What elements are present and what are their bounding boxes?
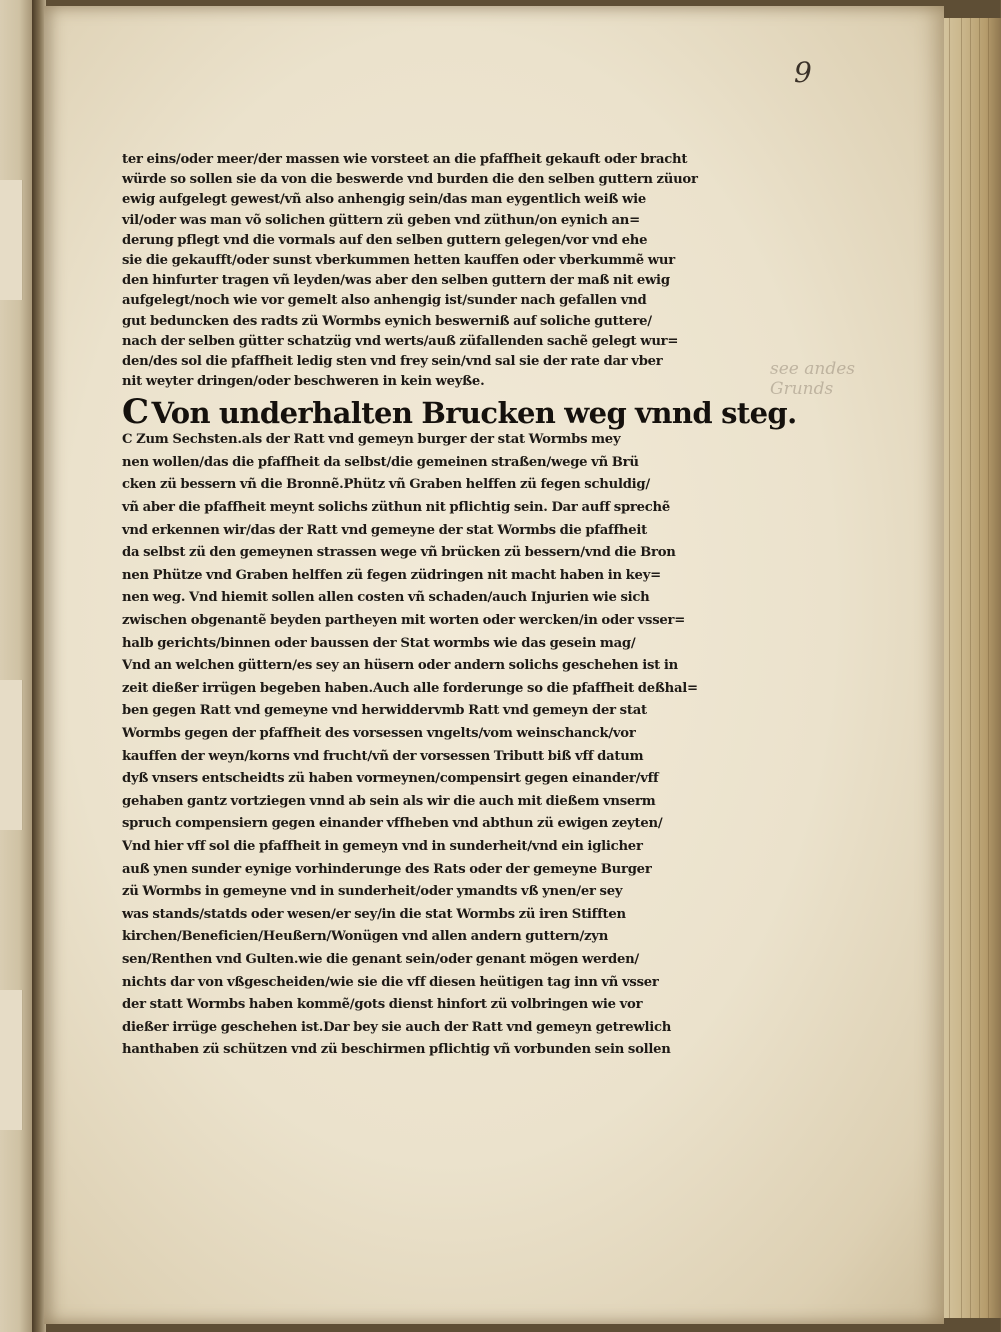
text-line: zeit dießer irrügen begeben haben.Auch alle forderunge so die pfaffheit deßhal= xyxy=(122,680,698,696)
text-line: gut beduncken des radts zü Wormbs eynich beswerniß auf soliche guttere/ xyxy=(122,313,652,329)
text-line: derung pflegt vnd die vormals auf den selben guttern gelegen/vor vnd ehe xyxy=(122,232,648,248)
text-line: spruch compensiern gegen einander vffheben vnd abthun zü ewigen zeyten/ xyxy=(122,816,663,832)
text-line: nen weg. Vnd hiemit sollen allen costen vñ schaden/auch Injurien wie sich xyxy=(122,590,650,606)
text-line: der statt Wormbs haben kommẽ/gots dienst hinfort zü volbringen wie vor xyxy=(122,997,643,1013)
facing-page-edge xyxy=(0,0,32,1332)
text-line: dießer irrüge geschehen ist.Dar bey sie auch der Ratt vnd gemeyn getrewlich xyxy=(122,1019,672,1035)
text-line: dyß vnsers entscheidts zü haben vormeynen/compensirt gegen einander/vff xyxy=(122,771,659,787)
text-line: vnd erkennen wir/das der Ratt vnd gemeyne der stat Wormbs die pfaffheit xyxy=(122,522,647,538)
text-line: Wormbs gegen der pfaffheit des vorsessen vngelts/vom weinschanck/vor xyxy=(122,725,636,741)
text-line: was stands/statds oder wesen/er sey/in die stat Wormbs zü iren Stifften xyxy=(122,906,626,922)
text-line: cken zü bessern vñ die Bronnẽ.Phütz vñ Graben helffen zü fegen schuldig/ xyxy=(122,477,650,493)
text-line: nen wollen/das die pfaffheit da selbst/die gemeinen straßen/wege vñ Brü xyxy=(122,454,639,470)
text-line: vil/oder was man võ solichen güttern zü geben vnd züthun/on eynich an= xyxy=(122,212,640,228)
text-line: ewig aufgelegt gewest/vñ also anhengig sein/das man eygentlich weiß wie xyxy=(122,192,647,208)
text-line: den/des sol die pfaffheit ledig sten vnd frey sein/vnd sal sie der rate dar vber xyxy=(122,353,663,369)
text-line: Vnd an welchen güttern/es sey an hüsern oder andern solichs geschehen ist in xyxy=(122,658,678,674)
section-paragraph xyxy=(122,429,710,1062)
text-line: C Zum Sechsten.als der Ratt vnd gemeyn burger der stat Wormbs mey xyxy=(122,432,621,448)
text-line: hanthaben zü schützen vnd zü beschirmen pflichtig vñ vorbunden sein sollen xyxy=(122,1042,671,1058)
text-line: zwischen obgenantẽ beyden partheyen mit worten oder wercken/in oder vsser= xyxy=(122,613,686,628)
section-heading xyxy=(122,392,797,433)
printed-text-block xyxy=(122,150,797,1062)
ink-offset-line: see andes xyxy=(770,359,855,379)
text-line: würde so sollen sie da von die beswerde vnd burden die den selben guttern züuor xyxy=(122,172,698,188)
text-line: vñ aber die pfaffheit meynt solichs züthun nit pflichtig sein. Dar auff sprechẽ xyxy=(122,500,671,516)
text-line: nichts dar von vßgescheiden/wie sie die vff diesen heütigen tag inn vñ vsser xyxy=(122,974,659,990)
ink-offset-note xyxy=(770,355,900,400)
text-line: ben gegen Ratt vnd gemeyne vnd herwiddervmb Ratt vnd gemeyn der stat xyxy=(122,703,647,719)
paragraph-continuation xyxy=(122,150,710,392)
text-line: da selbst zü den gemeynen strassen wege vñ brücken zü bessern/vnd die Bron xyxy=(122,545,676,561)
text-line: halb gerichts/binnen oder baussen der Stat wormbs wie das gesein mag/ xyxy=(122,635,636,651)
folio-number: 9 xyxy=(794,56,812,89)
text-line: kirchen/Beneficien/Heußern/Wonügen vnd allen andern guttern/zyn xyxy=(122,929,609,945)
paper-strip xyxy=(0,990,23,1130)
text-line: auß ynen sunder eynige vorhinderunge des Rats oder der gemeyne Burger xyxy=(122,861,652,877)
page-fore-edge xyxy=(938,18,1001,1318)
text-line: sen/Renthen vnd Gulten.wie die genant sein/oder genant mögen werden/ xyxy=(122,951,639,967)
text-line: ter eins/oder meer/der massen wie vorsteet an die pfaffheit gekauft oder bracht xyxy=(122,152,688,167)
text-line: kauffen der weyn/korns vnd frucht/vñ der vorsessen Tributt biß vff datum xyxy=(122,748,644,764)
text-line: sie die gekaufft/oder sunst vberkummen hetten kauffen oder vberkummẽ wur xyxy=(122,252,675,268)
paragraph-mark: C xyxy=(122,392,149,433)
text-line: nen Phütze vnd Graben helffen zü fegen züdringen nit macht haben in key= xyxy=(122,567,661,583)
paper-strip xyxy=(0,680,23,830)
text-line: nit weyter dringen/oder beschweren in kein weyße. xyxy=(122,374,485,390)
text-line: nach der selben gütter schatzüg vnd werts/auß züfallenden sachẽ gelegt wur= xyxy=(122,333,679,349)
ink-offset-line: Grunds xyxy=(770,379,834,400)
text-line: Vnd hier vff sol die pfaffheit in gemeyn vnd in sunderheit/vnd ein iglicher xyxy=(122,838,643,854)
paper-strip xyxy=(0,180,23,300)
text-line: gehaben gantz vortziegen vnnd ab sein als wir die auch mit dießem vnserm xyxy=(122,793,656,809)
heading-text: Von underhalten Brucken weg vnnd steg. xyxy=(151,396,797,431)
text-line: zü Wormbs in gemeyne vnd in sunderheit/oder ymandts vß ynen/er sey xyxy=(122,884,623,900)
text-line: aufgelegt/noch wie vor gemelt also anhengig ist/sunder nach gefallen vnd xyxy=(122,293,647,309)
text-line: den hinfurter tragen vñ leyden/was aber den selben guttern der maß nit ewig xyxy=(122,273,670,289)
